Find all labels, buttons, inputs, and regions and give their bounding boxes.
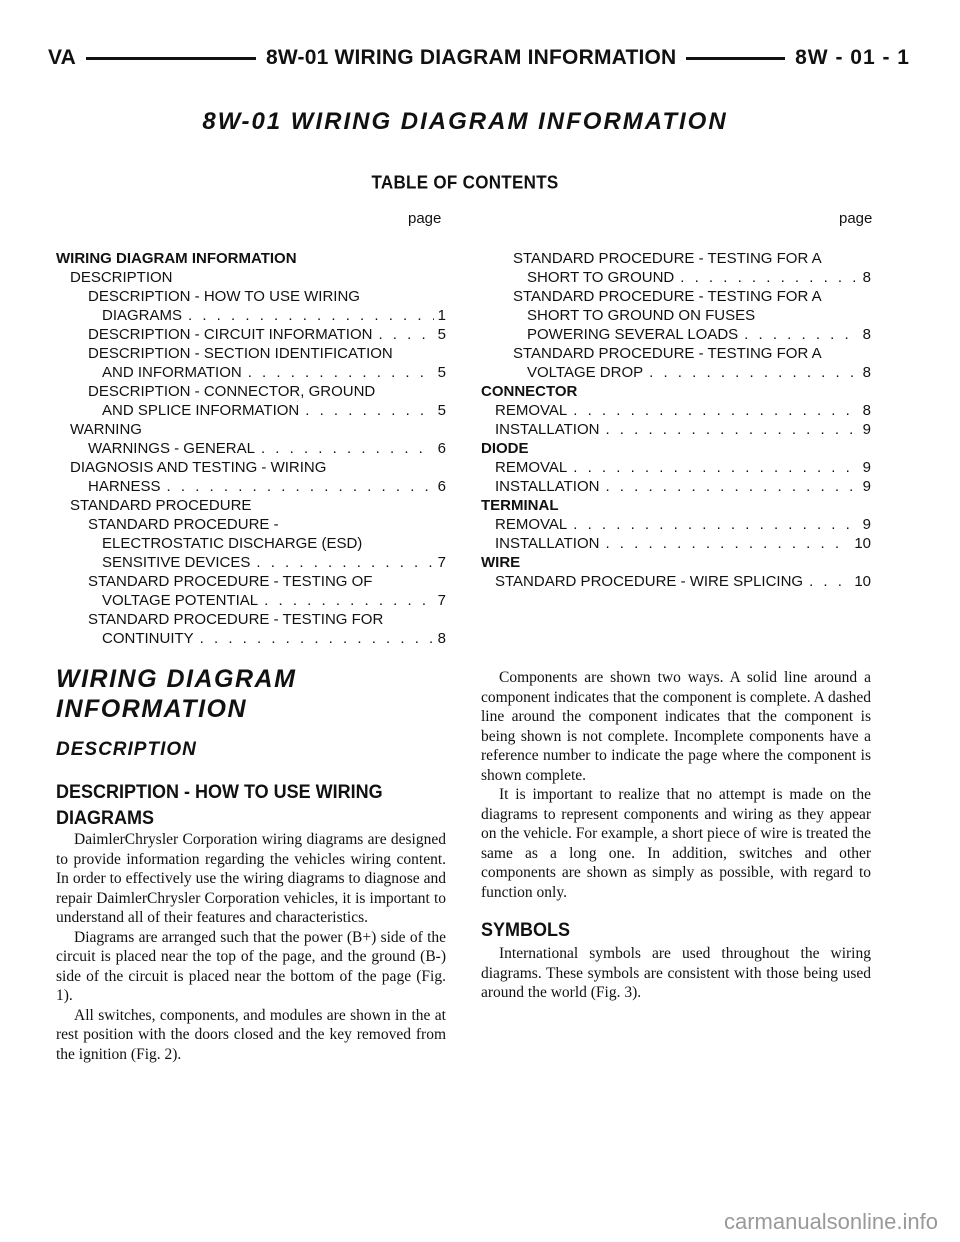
toc-entry[interactable] [481, 458, 871, 477]
toc-line: STANDARD PROCEDURE - TESTING FOR [88, 611, 384, 628]
toc-section-heading: CONNECTOR [481, 383, 578, 400]
toc-entry[interactable] [56, 363, 446, 382]
toc-line: DESCRIPTION - CONNECTOR, GROUND [88, 383, 376, 400]
toc-entry-title: INSTALLATION [495, 535, 600, 552]
toc-line: SHORT TO GROUND ON FUSES [527, 307, 756, 324]
toc-line: DESCRIPTION [70, 269, 173, 286]
description-heading: DESCRIPTION [56, 739, 197, 760]
body-right-column [481, 668, 871, 1003]
toc-left-column [56, 249, 446, 648]
paragraph: International symbols are used throughout the wiring diagrams. These symbols are consistent with those being used around the world (Fig. 3). [481, 945, 871, 1001]
toc-leader-dots [744, 325, 858, 344]
toc-entry-title: HARNESS [88, 478, 161, 495]
page-title: 8W-01 WIRING DIAGRAM INFORMATION [202, 108, 728, 135]
symbols-heading: SYMBOLS [481, 918, 571, 941]
paragraph: Components are shown two ways. A solid line around a component indicates that the component is complete. A dashed line around the component indicates that the component is being shown is not complete. Incomplete components have a reference number to indicate the page where the component is shown complete. [481, 669, 871, 784]
section-title-line2: INFORMATION [56, 695, 248, 723]
toc-entry-page: 9 [862, 516, 871, 533]
toc-line: WARNING [70, 421, 142, 438]
toc-entry-title: CONTINUITY [102, 630, 194, 647]
toc-leader-dots [680, 268, 858, 287]
toc-section-heading: WIRE [481, 554, 521, 571]
toc-entry-page: 9 [862, 478, 871, 495]
how-to-use-heading-line1: DESCRIPTION - HOW TO USE WIRING [56, 780, 383, 803]
toc-entry-page: 7 [437, 554, 446, 571]
toc-entry-title: VOLTAGE POTENTIAL [102, 592, 259, 609]
toc-entry-title: VOLTAGE DROP [527, 364, 644, 381]
toc-leader-dots [188, 306, 434, 325]
toc-leader-dots [167, 477, 434, 496]
toc-entry[interactable] [481, 477, 871, 496]
toc-entry-title: SENSITIVE DEVICES [102, 554, 251, 571]
toc-entry-page: 10 [854, 573, 871, 590]
toc-entry[interactable] [481, 515, 871, 534]
toc-entry[interactable] [481, 572, 871, 591]
toc-line: DESCRIPTION - SECTION IDENTIFICATION [88, 345, 393, 362]
paragraph: Diagrams are arranged such that the power (B+) side of the circuit is placed near the top of the page, and the ground (B-) side of the circuit is placed near the bottom of the page (Fig. 1). [56, 928, 446, 1004]
header-page-number: 8W - 01 - 1 [795, 46, 910, 69]
toc-section-heading: WIRING DIAGRAM INFORMATION [56, 250, 297, 267]
toc-entry[interactable] [481, 534, 871, 553]
toc-leader-dots [573, 401, 858, 420]
footer-watermark: carmanualsonline.info [723, 1209, 938, 1234]
header-left: VA [48, 46, 77, 69]
toc-leader-dots [378, 325, 433, 344]
toc-entry-title: DESCRIPTION - CIRCUIT INFORMATION [88, 326, 373, 343]
toc-leader-dots [605, 477, 858, 496]
body-left-column [56, 664, 446, 1064]
toc-page-label-right: page [839, 210, 873, 227]
toc-entry[interactable] [56, 401, 446, 420]
toc-leader-dots [605, 534, 850, 553]
toc-leader-dots [256, 553, 433, 572]
toc-entry-page: 10 [854, 535, 871, 552]
toc-line: STANDARD PROCEDURE - TESTING OF [88, 573, 373, 590]
toc-entry-page: 1 [437, 307, 446, 324]
toc-line: STANDARD PROCEDURE - TESTING FOR A [513, 288, 822, 305]
toc-entry-page: 8 [437, 630, 446, 647]
toc-entry[interactable] [481, 401, 871, 420]
toc-entry-page: 9 [862, 459, 871, 476]
toc-entry-title: INSTALLATION [495, 421, 600, 438]
toc-entry[interactable] [56, 591, 446, 610]
toc-entry[interactable] [481, 325, 871, 344]
toc-entry-page: 7 [437, 592, 446, 609]
toc-leader-dots [649, 363, 859, 382]
toc-entry[interactable] [56, 477, 446, 496]
toc-leader-dots [200, 629, 434, 648]
toc-entry[interactable] [481, 420, 871, 439]
toc-section-heading: DIODE [481, 440, 529, 457]
toc-entry-page: 8 [862, 326, 871, 343]
toc-entry-page: 8 [862, 269, 871, 286]
toc-entry[interactable] [481, 268, 871, 287]
toc-entry[interactable] [56, 325, 446, 344]
toc-leader-dots [573, 458, 858, 477]
toc-heading: TABLE OF CONTENTS [371, 172, 559, 193]
toc-entry-title: AND INFORMATION [102, 364, 242, 381]
section-title [56, 664, 446, 724]
toc-leader-dots [264, 591, 434, 610]
toc-entry-page: 8 [862, 364, 871, 381]
toc-entry-title: REMOVAL [495, 516, 568, 533]
toc-leader-dots [305, 401, 433, 420]
toc-entry-page: 5 [437, 402, 446, 419]
toc-entry[interactable] [56, 439, 446, 458]
toc-entry-title: REMOVAL [495, 402, 568, 419]
toc-entry-title: INSTALLATION [495, 478, 600, 495]
paragraph: DaimlerChrysler Corporation wiring diagrams are designed to provide information regarding the vehicles wiring content. In order to effectively use the wiring diagrams to diagnose and repair DaimlerChrysler Corporation vehicles, it is important to understand all of their features and characteristics. [56, 831, 446, 926]
section-title-line1: WIRING DIAGRAM [56, 665, 297, 693]
toc-entry-page: 6 [437, 440, 446, 457]
toc-line: STANDARD PROCEDURE - TESTING FOR A [513, 345, 822, 362]
toc-entry-page: 5 [437, 364, 446, 381]
toc-leader-dots [809, 572, 850, 591]
toc-page-label-left: page [408, 210, 442, 227]
toc-entry[interactable] [56, 306, 446, 325]
toc-entry-page: 8 [862, 402, 871, 419]
paragraph: It is important to realize that no attempt is made on the diagrams to represent components and wiring as they appear on the vehicle. For example, a short piece of wire is treated the same as a long one. In addition, switches and other components are shown as simply as possible, with regard to function only. [481, 786, 871, 901]
toc-leader-dots [248, 363, 434, 382]
header-rule-right [686, 57, 785, 60]
how-to-use-heading-line2: DIAGRAMS [56, 806, 154, 829]
header-rule-left [86, 57, 256, 60]
toc-entry-title: WARNINGS - GENERAL [88, 440, 255, 457]
toc-entry-page: 9 [862, 421, 871, 438]
toc-leader-dots [573, 515, 858, 534]
toc-line: STANDARD PROCEDURE - [88, 516, 279, 533]
toc-entry-title: SHORT TO GROUND [527, 269, 675, 286]
toc-line: DESCRIPTION - HOW TO USE WIRING [88, 288, 360, 305]
toc-entry[interactable] [56, 553, 446, 572]
toc-leader-dots [261, 439, 434, 458]
toc-line: ELECTROSTATIC DISCHARGE (ESD) [102, 535, 363, 552]
toc-entry-title: DIAGRAMS [102, 307, 183, 324]
toc-entry[interactable] [481, 363, 871, 382]
toc-entry-title: AND SPLICE INFORMATION [102, 402, 300, 419]
toc-entry-title: REMOVAL [495, 459, 568, 476]
toc-entry-page: 5 [437, 326, 446, 343]
toc-entry-title: STANDARD PROCEDURE - WIRE SPLICING [495, 573, 804, 590]
paragraph: All switches, components, and modules are shown in the at rest position with the doors closed and the key removed from the ignition (Fig. 2). [56, 1006, 446, 1063]
how-to-use-heading [56, 778, 446, 831]
toc-section-heading: TERMINAL [481, 497, 559, 514]
toc-entry[interactable] [56, 629, 446, 648]
running-header [48, 44, 910, 72]
toc-right-column [481, 249, 871, 591]
toc-entry-page: 6 [437, 478, 446, 495]
toc-line: DIAGNOSIS AND TESTING - WIRING [70, 459, 327, 476]
toc-line: STANDARD PROCEDURE - TESTING FOR A [513, 250, 822, 267]
header-center: 8W-01 WIRING DIAGRAM INFORMATION [266, 46, 677, 69]
toc-entry-title: POWERING SEVERAL LOADS [527, 326, 739, 343]
toc-line: STANDARD PROCEDURE [70, 497, 252, 514]
toc-leader-dots [605, 420, 858, 439]
